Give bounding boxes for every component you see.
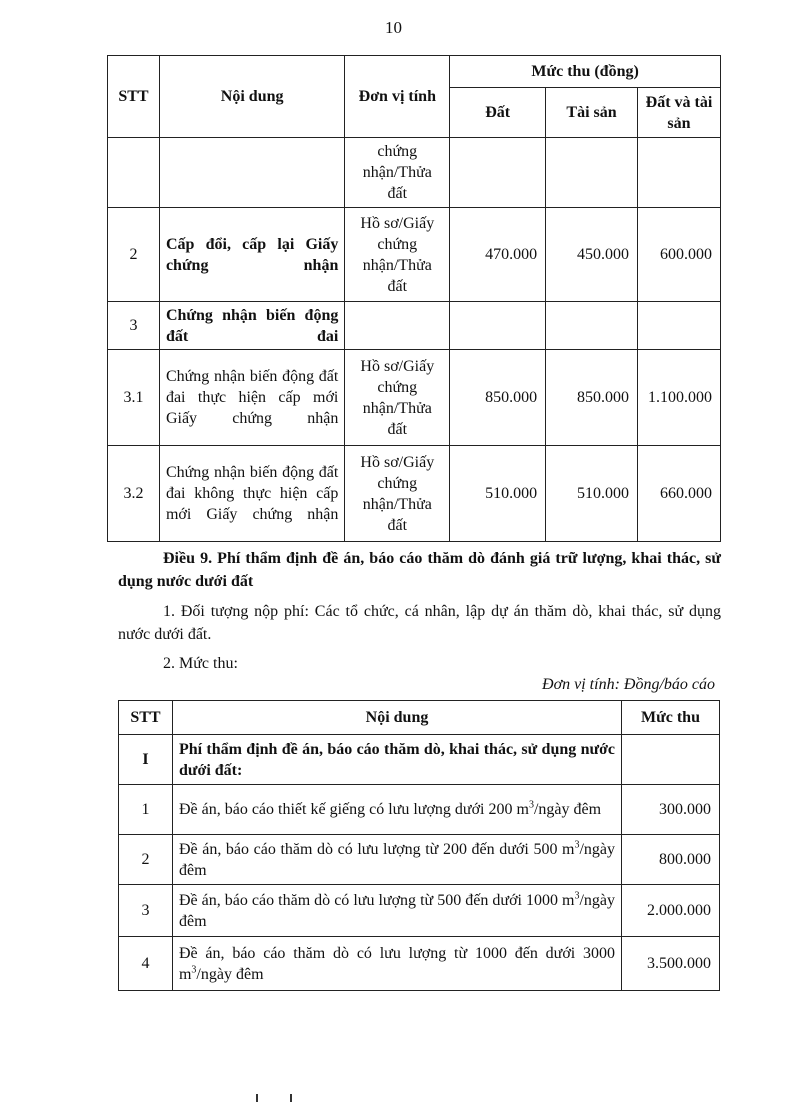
cell-land-property (637, 302, 720, 350)
cell-content (159, 302, 344, 350)
cell-stt: 4 (119, 937, 173, 991)
cell-content-text: Cấp đổi, cấp lại Giấy chứng nhận (165, 235, 339, 274)
content-text: /ngày đêm (533, 801, 602, 818)
table-row (119, 835, 720, 885)
cell-unit: chứng nhận/Thửa đất (345, 138, 450, 208)
unit-note: Đơn vị tính: Đồng/báo cáo (542, 676, 715, 693)
cell-land (450, 138, 546, 208)
cell-stt: 3.1 (108, 350, 160, 446)
superscript: 3 (528, 799, 534, 811)
content-text: /ngày đêm (178, 840, 616, 879)
table-row (108, 350, 721, 446)
cell-land-property: 600.000 (637, 208, 720, 302)
table-row (119, 785, 720, 835)
paragraph-fee-rates: 2. Mức thu: (163, 655, 238, 672)
cell-stt: 2 (119, 835, 173, 885)
cell-fee: 3.500.000 (622, 937, 720, 991)
table-row (119, 885, 720, 937)
cell-property: 850.000 (546, 350, 638, 446)
cell-content (159, 446, 344, 542)
cell-content (172, 885, 621, 937)
cell-property (546, 138, 638, 208)
cell-land-property: 1.100.000 (637, 350, 720, 446)
cell-content (159, 350, 344, 446)
cell-content-text: Chứng nhận biến động đất đai (165, 306, 339, 345)
table-row (108, 446, 721, 542)
cell-stt: 3.2 (108, 446, 160, 542)
header-unit: Đơn vị tính (345, 56, 450, 138)
cell-fee (622, 735, 720, 785)
cell-content (172, 835, 621, 885)
cell-content-text: Chứng nhận biến động đất đai không thực hiện cấp mới Giấy chứng nhận (165, 464, 339, 523)
cell-stt: 2 (108, 208, 160, 302)
table-row (108, 208, 721, 302)
scan-mark (256, 1094, 292, 1102)
table-header-row (119, 701, 720, 735)
article-title: Điều 9. Phí thẩm định đề án, báo cáo thăm dò đánh giá trữ lượng, khai thác, sử dụng nước dưới đất (118, 550, 721, 590)
page-number: 10 (385, 18, 402, 37)
content-text: /ngày đêm (196, 965, 264, 983)
fee-table-certificates (107, 55, 721, 542)
cell-content: Phí thẩm định đề án, báo cáo thăm dò, khai thác, sử dụng nước dưới đất: (172, 735, 621, 785)
header-fee: Mức thu (622, 701, 720, 735)
table-header-row (108, 56, 721, 88)
cell-property: 510.000 (546, 446, 638, 542)
cell-property (546, 302, 638, 350)
cell-unit: Hồ sơ/Giấy chứng nhận/Thửa đất (345, 208, 450, 302)
content-text: Đề án, báo cáo thăm dò có lưu lượng từ 200 đến dưới 500 m (178, 840, 575, 858)
cell-stt: 3 (108, 302, 160, 350)
header-fee-group: Mức thu (đồng) (450, 56, 721, 88)
content-text: Đề án, báo cáo thiết kế giếng có lưu lượng dưới 200 m (178, 801, 529, 818)
content-text: Đề án, báo cáo thăm dò có lưu lượng từ 1000 đến dưới 3000 m (178, 944, 616, 983)
superscript: 3 (191, 964, 197, 976)
cell-stt (108, 138, 160, 208)
header-stt: STT (108, 56, 160, 138)
header-land-property: Đất và tài sản (637, 88, 720, 138)
cell-land: 510.000 (450, 446, 546, 542)
paragraph-fee-payers: 1. Đối tượng nộp phí: Các tổ chức, cá nhân, lập dự án thăm dò, khai thác, sử dụng nước dưới đất. (118, 603, 721, 643)
cell-stt: 1 (119, 785, 173, 835)
header-content: Nội dung (159, 56, 344, 138)
content-text: /ngày đêm (178, 891, 616, 930)
superscript: 3 (574, 839, 580, 851)
table-row (119, 937, 720, 991)
cell-unit (345, 302, 450, 350)
fee-table-groundwater (118, 700, 720, 991)
cell-fee: 2.000.000 (622, 885, 720, 937)
header-stt: STT (119, 701, 173, 735)
table-row (108, 302, 721, 350)
cell-fee: 300.000 (622, 785, 720, 835)
cell-fee: 800.000 (622, 835, 720, 885)
cell-stt: 3 (119, 885, 173, 937)
header-land: Đất (450, 88, 546, 138)
cell-content-text: Chứng nhận biến động đất đai thực hiện cấp mới Giấy chứng nhận (165, 368, 339, 427)
cell-unit: Hồ sơ/Giấy chứng nhận/Thửa đất (345, 350, 450, 446)
table-row (108, 138, 721, 208)
cell-stt: I (119, 735, 173, 785)
cell-content (172, 785, 621, 835)
cell-land-property: 660.000 (637, 446, 720, 542)
content-text: Đề án, báo cáo thăm dò có lưu lượng từ 500 đến dưới 1000 m (178, 891, 575, 909)
cell-property: 450.000 (546, 208, 638, 302)
cell-land-property (637, 138, 720, 208)
cell-land: 470.000 (450, 208, 546, 302)
superscript: 3 (574, 890, 580, 902)
cell-content (159, 138, 344, 208)
header-property: Tài sản (546, 88, 638, 138)
cell-content (172, 937, 621, 991)
table-row (119, 735, 720, 785)
cell-land: 850.000 (450, 350, 546, 446)
header-content: Nội dung (172, 701, 621, 735)
cell-land (450, 302, 546, 350)
cell-content (159, 208, 344, 302)
cell-unit: Hồ sơ/Giấy chứng nhận/Thửa đất (345, 446, 450, 542)
